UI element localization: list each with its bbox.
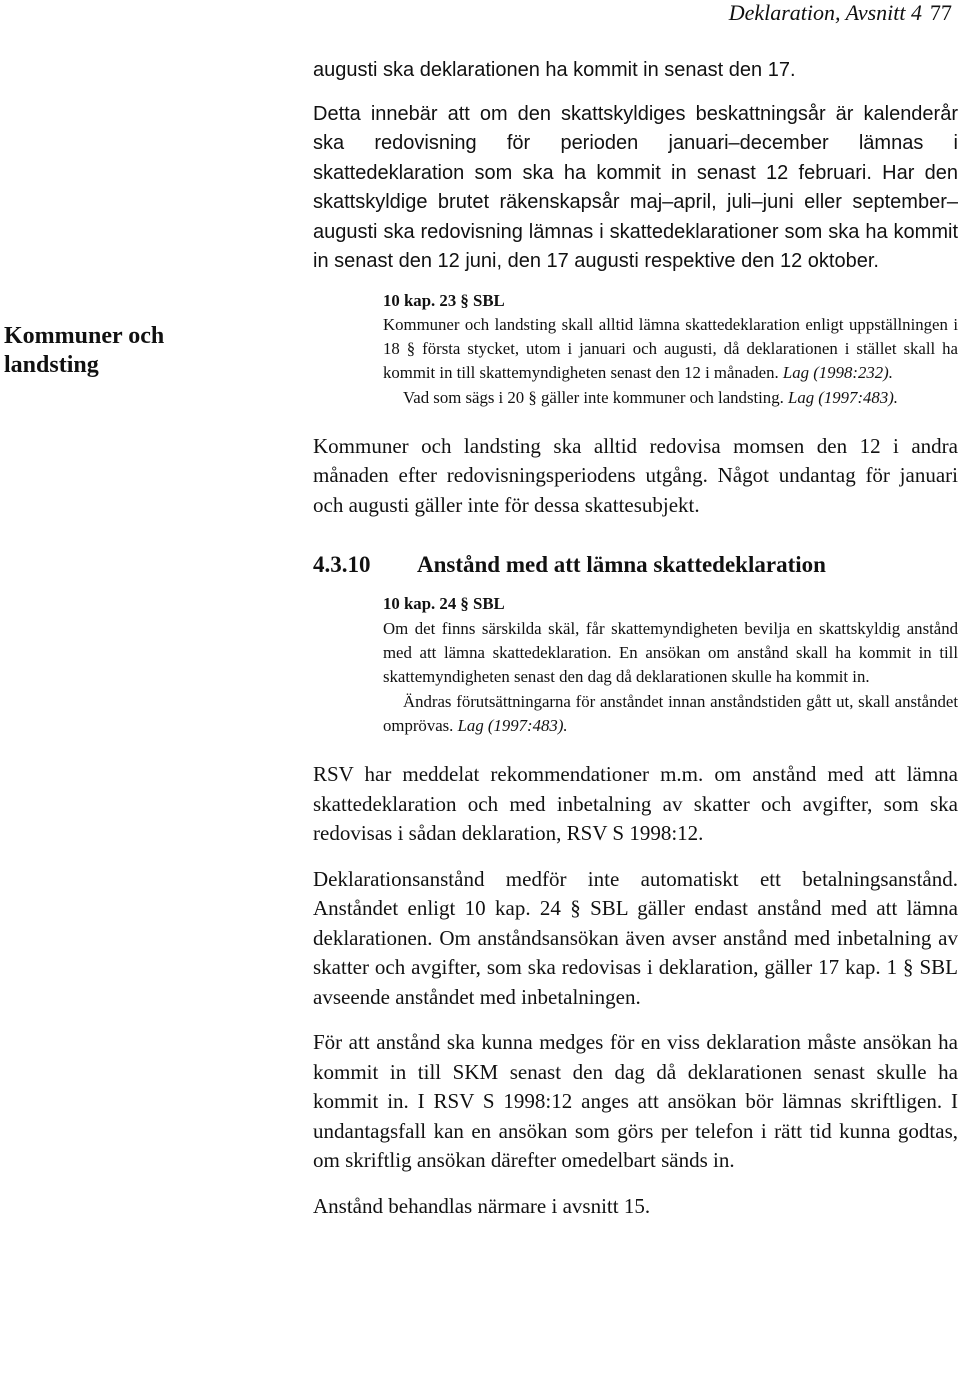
law-citation: Lag (1997:483). [787, 387, 898, 407]
paragraph-rsv: RSV har meddelat rekommendationer m.m. om anstånd med att lämna skattedeklaration och med inbetalning av skatter och avgifter, som ska redovisas i sådan deklaration, RSV S 1998:12. [313, 762, 958, 846]
law-citation: Lag (1998:232). [782, 363, 893, 383]
section-number: 4.3.10 [313, 552, 371, 578]
law-citation: Lag (1997:483). [457, 715, 568, 735]
paragraph-ansokan: För att anstånd ska kunna medges för en viss deklaration måste ansökan ha kommit in till SKM senast den dag då deklarationen senast skulle ha kommit in. I RSV S 1998:12 anges att ansökan bör lämnas skriftligen. I undantagsfall kan en ansökan som görs per telefon i rätt tid kunna godtas, om skriftlig ansökan därefter omedelbart sänds in. [313, 1030, 958, 1173]
law-quote-10-24 [383, 592, 958, 738]
law-text: Ändras förutsättningarna för anståndet innan anståndstiden gått ut, skall anståndet omprövas. [383, 691, 958, 735]
law-text: Vad som sägs i 20 § gäller inte kommuner och landsting. [403, 387, 784, 407]
paragraph-deklarationsanstand: Deklarationsanstånd medför inte automatiskt ett betalningsanstånd. Anståndet enligt 10 kap. 24 § SBL gäller endast anstånd med att lämna deklarationen. Om anståndsansökan även avser anstånd med inbetalning av skatter och avgifter, som ska redovisas i deklaration, gäller 17 kap. 1 § SBL avseende anståndet med inbetalningen. [313, 866, 958, 1009]
paragraph-momsen: Kommuner och landsting ska alltid redovisa momsen den 12 i andra månaden efter redovisningsperiodens utgång. Något undantag för januari och augusti gäller inte för dessa skattesubjekt. [313, 433, 958, 517]
main-content [313, 56, 958, 1237]
page-number: 77 [930, 0, 952, 25]
margin-heading: Kommuner och landsting [4, 323, 165, 378]
law-text: Om det finns särskilda skäl, får skattemyndigheten bevilja en skattskyldig anstånd med att lämna skattedeklaration. En ansökan om anstånd skall ha kommit in till skattemyndigheten senast den dag då deklarationen skulle ha kommit in. [383, 618, 958, 687]
law-reference: 10 kap. 24 § SBL [383, 594, 505, 614]
header-section: Deklaration, Avsnitt 4 [728, 0, 922, 25]
law-quote-10-23 [383, 289, 958, 410]
law-reference: 10 kap. 23 § SBL [383, 290, 505, 310]
paragraph-hanvisning: Anstånd behandlas närmare i avsnitt 15. [313, 1193, 651, 1218]
paragraph-continuation: augusti ska deklarationen ha kommit in senast den 17. [313, 59, 796, 81]
running-header [729, 0, 952, 26]
law-text: Kommuner och landsting skall alltid lämna skattedeklaration enligt uppställningen i 18 § första stycket, utom i januari och augusti, då deklarationen i stället skall ha kommit in till skattemyndigheten senast den 12 i månaden. [383, 314, 958, 383]
section-title: Anstånd med att lämna skattedeklaration [417, 552, 826, 578]
section-heading [313, 550, 958, 580]
paragraph-beskattningsar: Detta innebär att om den skattskyldiges beskattningsår är kalenderår ska redovisning för perioden januari–december lämnas i skattedeklaration som ska ha kommit in senast 12 februari. Har den skattskyldige brutet räkenskapsår maj–april, juli–juni eller september–augusti ska redovisning lämnas i skattedeklarationer som ska ha kommit in senast den 12 juni, den 17 augusti respektive den 12 oktober. [313, 102, 958, 272]
